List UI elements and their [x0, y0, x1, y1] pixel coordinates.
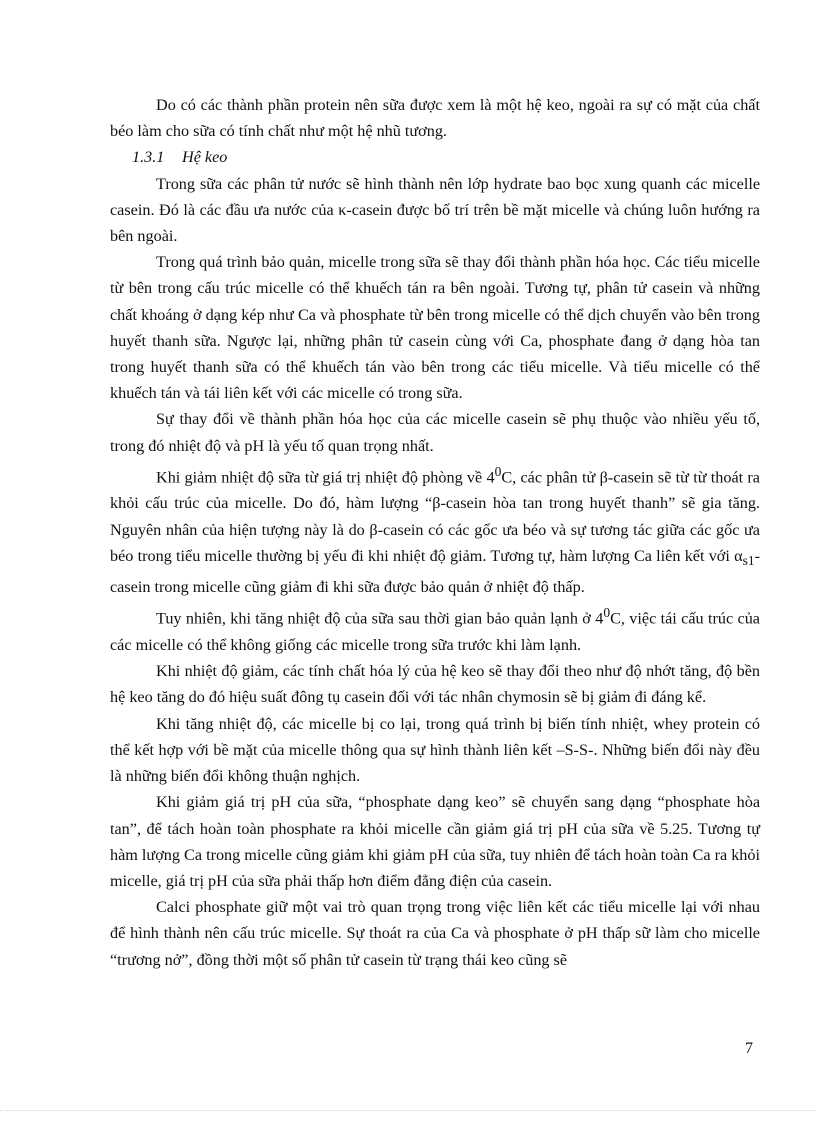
section-heading [110, 144, 760, 170]
footer-divider [0, 1110, 816, 1111]
document-page [110, 92, 760, 973]
paragraph-calci: Calci phosphate giữ một vai trò quan trọng trong việc liên kết các tiểu micelle lại với nhau để hình thành nên cấu trúc micelle. Sự thoát ra của Ca và phosphate ở pH thấp sữ làm cho micelle “trương nở”, đồng thời một số phân tử casein từ trạng thái keo cũng sẽ [110, 898, 760, 969]
paragraph-reheat [110, 600, 760, 658]
text-span: C, việc tái cấu trúc của các micelle có thể không giống các micelle trong sữa trước khi làm lạnh. [110, 609, 760, 655]
subscript: s1 [742, 553, 755, 569]
paragraph-viscosity: Khi nhiệt độ giảm, các tính chất hóa lý của hệ keo sẽ thay đổi theo như độ nhớt tăng, độ bền hệ keo tăng do đó hiệu suất đông tụ casein đối với tác nhân chymosin sẽ bị giảm đi đáng kể. [110, 662, 760, 707]
paragraph-storage: Trong quá trình bảo quản, micelle trong sữa sẽ thay đổi thành phần hóa học. Các tiểu micelle từ bên trong cấu trúc micelle có thể khuếch tán ra bên ngoài. Tương tự, phân tử casein và những chất khoáng ở dạng kép như Ca và phosphate từ bên trong micelle có thể dịch chuyển vào bên trong huyết thanh sữa. Ngược lại, những phân tử casein cùng với Ca, phosphate đang ở dạng hòa tan trong huyết thanh sữa có thể khuếch tán vào bên trong các tiểu micelle. Và tiểu micelle có thể khuếch tán và tái liên kết với các micelle có trong sữa. [110, 253, 760, 403]
paragraph-ph: Khi giảm giá trị pH của sữa, “phosphate dạng keo” sẽ chuyển sang dạng “phosphate hòa tan”, để tách hoàn toàn phosphate ra khỏi micelle cần giảm giá trị pH của sữa về 5.25. Tương tự hàm lượng Ca trong micelle cũng giảm khi giảm pH của sữa, tuy nhiên để tách hoàn toàn Ca ra khỏi micelle, giá trị pH của sữa phải thấp hơn điểm đẳng điện của casein. [110, 793, 760, 890]
paragraph-temperature [110, 459, 760, 601]
superscript: 0 [494, 463, 502, 479]
paragraph-hydrate: Trong sữa các phân tử nước sẽ hình thành nên lớp hydrate bao bọc xung quanh các micelle casein. Đó là các đầu ưa nước của κ-casein được bố trí trên bề mặt micelle và chúng luôn hướng ra bên ngoài. [110, 174, 760, 246]
text-span: -casein trong micelle cũng giảm đi khi sữa được bảo quản ở nhiệt độ thấp. [110, 546, 760, 597]
text-span: Khi giảm nhiệt độ sữa từ giá trị nhiệt độ phòng về 4 [156, 468, 495, 487]
text-span: C, các phân tử β-casein sẽ từ từ thoát ra khỏi cấu trúc của micelle. Do đó, hàm lượng “β-casein hòa tan trong huyết thanh” sẽ gia tăng. Nguyên nhân của hiện tượng này là do β-casein có các gốc ưa béo và sự tương tác giữa các gốc ưa béo trong tiểu micelle thường bị yếu đi khi nhiệt độ giảm. Tương tự, hàm lượng Ca liên kết với α [110, 468, 760, 565]
section-number: 1.3.1 [132, 148, 165, 167]
text-span: Tuy nhiên, khi tăng nhiệt độ của sữa sau thời gian bảo quản lạnh ở 4 [156, 609, 604, 628]
superscript: 0 [603, 605, 611, 621]
paragraph-heating: Khi tăng nhiệt độ, các micelle bị co lại, trong quá trình bị biến tính nhiệt, whey protein có thể kết hợp với bề mặt của micelle thông qua sự hình thành liên kết –S-S-. Những biến đổi này đều là những biến đổi không thuận nghịch. [110, 714, 760, 786]
paragraph-factors: Sự thay đổi về thành phần hóa học của các micelle casein sẽ phụ thuộc vào nhiều yếu tố, trong đó nhiệt độ và pH là yếu tố quan trọng nhất. [110, 410, 760, 455]
page-number: 7 [745, 1040, 753, 1057]
intro-paragraph: Do có các thành phần protein nên sữa được xem là một hệ keo, ngoài ra sự có mặt của chất béo làm cho sữa có tính chất như một hệ nhũ tương. [110, 96, 760, 141]
section-title: Hệ keo [182, 148, 228, 167]
